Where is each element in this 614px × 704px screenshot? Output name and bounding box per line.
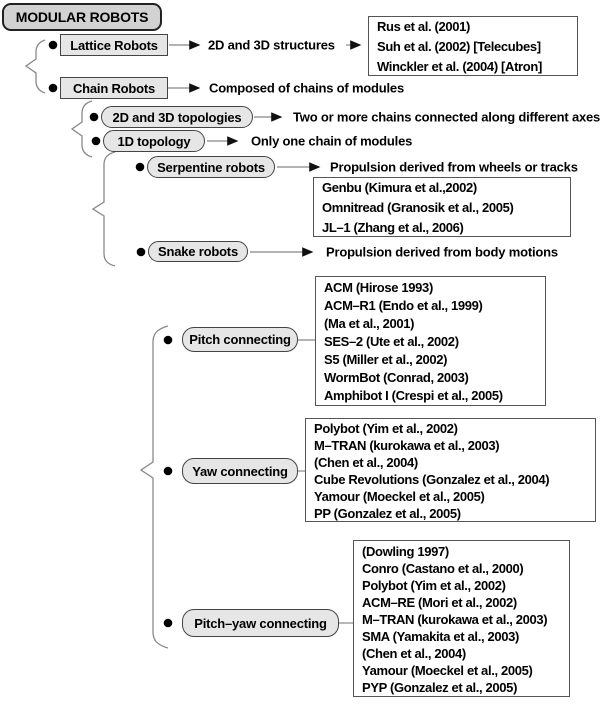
bullet-pitch-yaw: [164, 619, 173, 628]
reference-item: Omnitread (Granosik et al., 2005): [322, 200, 514, 215]
2d-3d-topologies-description: Two or more chains connected along different axes: [293, 109, 601, 125]
bullet-pitch: [164, 336, 173, 345]
brace-1d-children: [93, 152, 115, 266]
bullet-2d3d-topologies: [90, 113, 99, 122]
bullet-serpentine: [136, 163, 145, 172]
reference-item: Yamour (Moeckel et al., 2005): [314, 489, 485, 504]
reference-item: PP (Gonzalez et al., 2005): [314, 506, 461, 521]
bullet-lattice: [49, 41, 58, 50]
reference-item: Polybot (Yim et al., 2002): [362, 578, 506, 593]
reference-item: Genbu (Kimura et al.,2002): [322, 180, 477, 195]
reference-item: JL–1 (Zhang et al., 2006): [322, 220, 464, 235]
reference-item: (Dowling 1997): [362, 544, 449, 559]
node-serpentine-robots: Serpentine robots: [147, 156, 275, 178]
reference-item: (Ma et al., 2001): [324, 316, 415, 331]
diagram-title: MODULAR ROBOTS: [2, 3, 162, 31]
node-pitch-connecting: Pitch connecting: [182, 327, 298, 352]
node-pitch-yaw-connecting: Pitch–yaw connecting: [182, 609, 339, 637]
bullet-1d-topology: [92, 137, 101, 146]
brace-snake-children: [141, 326, 168, 648]
brace-chain-children: [72, 101, 92, 157]
node-lattice-robots: Lattice Robots: [60, 34, 168, 56]
reference-item: PYP (Gonzalez et al., 2005): [362, 680, 518, 695]
serpentine-description: Propulsion derived from wheels or tracks: [330, 159, 578, 175]
refbox-pitch-yaw: [353, 540, 570, 697]
node-2d-3d-topologies: 2D and 3D topologies: [101, 106, 253, 128]
node-yaw-connecting: Yaw connecting: [182, 458, 298, 484]
reference-item: M–TRAN (kurokawa et al., 2003): [314, 438, 500, 453]
reference-item: Suh et al. (2002) [Telecubes]: [377, 39, 541, 54]
reference-item: Amphibot I (Crespi et al., 2005): [324, 388, 503, 403]
snake-description: Propulsion derived from body motions: [326, 244, 558, 260]
reference-item: Yamour (Moeckel et al., 2005): [362, 663, 533, 678]
reference-item: M–TRAN (kurokawa et al., 2003): [362, 612, 548, 627]
reference-item: Cube Revolutions (Gonzalez et al., 2004): [314, 472, 550, 487]
node-1d-topology: 1D topology: [103, 130, 205, 152]
bullet-yaw: [164, 467, 173, 476]
bullet-snake: [137, 248, 146, 257]
refbox-lattice: [368, 16, 578, 76]
refbox-serpentine: [313, 177, 571, 237]
reference-item: Rus et al. (2001): [377, 19, 471, 34]
1d-topology-description: Only one chain of modules: [251, 133, 413, 149]
node-chain-robots: Chain Robots: [60, 77, 168, 99]
reference-item: Winckler et al. (2004) [Atron]: [377, 59, 542, 74]
reference-item: ACM–RE (Mori et al., 2002): [362, 595, 517, 610]
reference-item: ACM–R1 (Endo et al., 1999): [324, 298, 483, 313]
chain-description: Composed of chains of modules: [209, 80, 404, 96]
reference-item: Polybot (Yim et al., 2002): [314, 421, 458, 436]
reference-item: S5 (Miller et al., 2002): [324, 352, 448, 367]
node-snake-robots: Snake robots: [148, 241, 248, 262]
bullet-chain: [49, 84, 58, 93]
brace-root-children: [26, 40, 45, 93]
reference-item: SES–2 (Ute et al., 2002): [324, 334, 459, 349]
reference-item: ACM (Hirose 1993): [324, 280, 433, 295]
reference-item: Conro (Castano et al., 2000): [362, 561, 524, 576]
refbox-yaw: [305, 418, 596, 522]
refbox-pitch: [315, 276, 546, 406]
reference-item: (Chen et al., 2004): [314, 455, 418, 470]
reference-item: WormBot (Conrad, 2003): [324, 370, 469, 385]
lattice-description: 2D and 3D structures: [208, 37, 335, 53]
reference-item: (Chen et al., 2004): [362, 646, 466, 661]
reference-item: SMA (Yamakita et al., 2003): [362, 629, 519, 644]
